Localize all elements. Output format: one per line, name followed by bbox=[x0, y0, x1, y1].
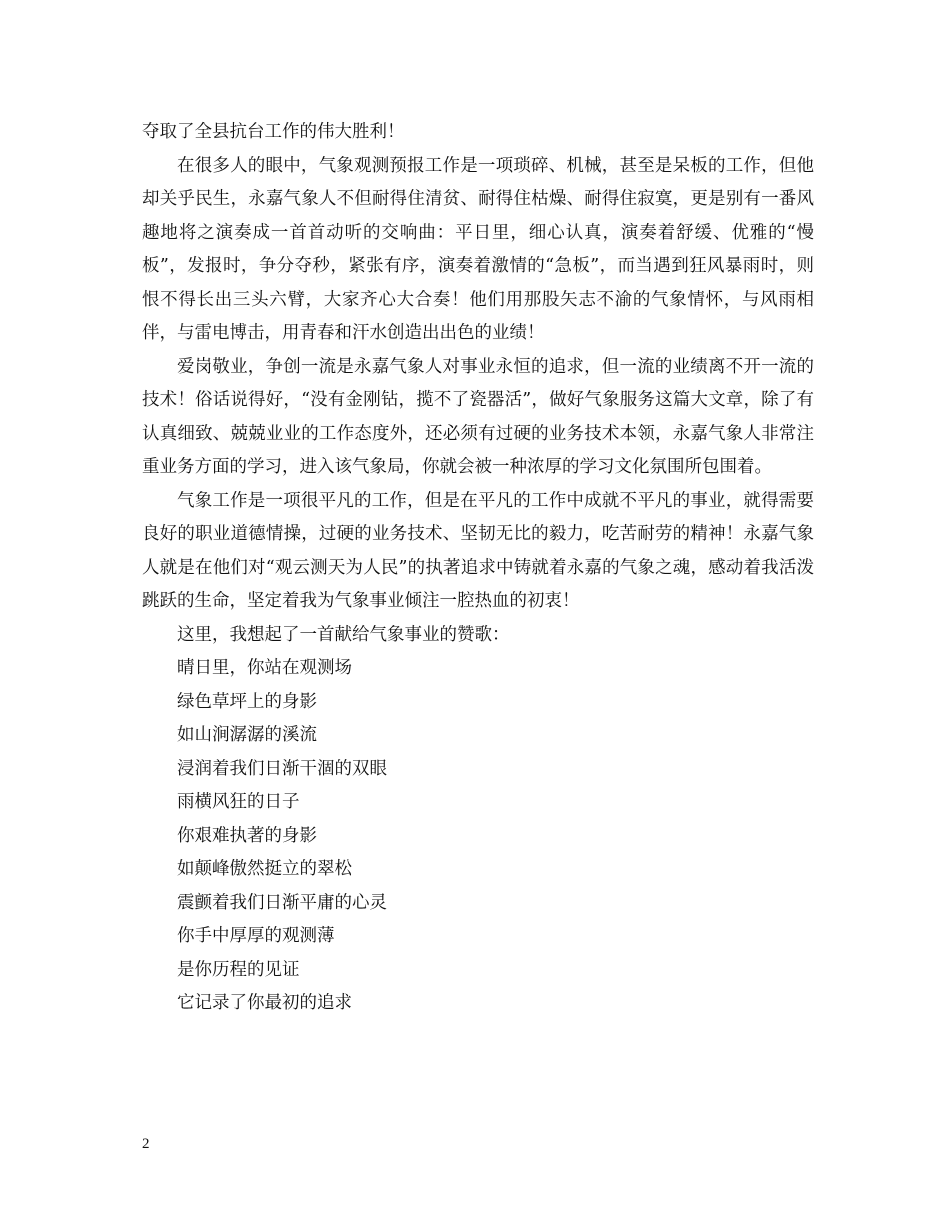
poem bbox=[142, 652, 814, 1021]
poem-line: 浸润着我们日渐干涸的双眼 bbox=[177, 758, 387, 779]
poem-line: 你手中厚厚的观测薄 bbox=[177, 926, 335, 946]
poem-line: 绿色草坪上的身影 bbox=[177, 691, 317, 712]
paragraph-1: 夺取了全县抗台工作的伟大胜利！ bbox=[142, 122, 405, 142]
poem-line: 晴日里，你站在观测场 bbox=[177, 658, 352, 678]
poem-line: 你艰难执著的身影 bbox=[177, 825, 317, 846]
poem-line: 是你历程的见证 bbox=[177, 959, 300, 980]
paragraph-5: 这里，我想起了一首献给气象事业的赞歌： bbox=[177, 624, 510, 645]
poem-line: 它记录了你最初的追求 bbox=[177, 993, 352, 1013]
document-body bbox=[142, 116, 814, 1021]
paragraph-3: 爱岗敬业，争创一流是永嘉气象人对事业永恒的追求，但一流的业绩离不开一流的技术！俗话说得好，“没有金刚钻，揽不了瓷器活”，做好气象服务这篇大文章，除了有认真细致、兢兢业业的工作态度外，还必须有过硬的业务技术本领，永嘉气象人非常注重业务方面的学习，进入该气象局，你就会被一种浓厚的学习文化氛围所包围着。 bbox=[142, 356, 814, 477]
poem-line: 震颤着我们日渐平庸的心灵 bbox=[177, 892, 387, 913]
poem-line: 如山涧潺潺的溪流 bbox=[177, 725, 317, 745]
page-number: 2 bbox=[142, 1136, 150, 1152]
paragraph-4: 气象工作是一项很平凡的工作，但是在平凡的工作中成就不平凡的事业，就得需要良好的职业道德情操，过硬的业务技术、坚韧无比的毅力，吃苦耐劳的精神！永嘉气象人就是在他们对“观云测天为人民”的执著追求中铸就着永嘉的气象之魂，感动着我活泼跳跃的生命，坚定着我为气象事业倾注一腔热血的初衷！ bbox=[142, 490, 814, 611]
poem-line: 雨横风狂的日子 bbox=[177, 792, 300, 812]
poem-line: 如颠峰傲然挺立的翠松 bbox=[177, 859, 352, 879]
paragraph-2: 在很多人的眼中，气象观测预报工作是一项琐碎、机械，甚至是呆板的工作，但他却关乎民生，永嘉气象人不但耐得住清贫、耐得住枯燥、耐得住寂寞，更是别有一番风趣地将之演奏成一首首动听的交响曲：平日里，细心认真，演奏着舒缓、优雅的“慢板”，发报时，争分夺秒，紧张有序，演奏着激情的“急板”，而当遇到狂风暴雨时，则恨不得长出三头六臂，大家齐心大合奏！他们用那股矢志不渝的气象情怀，与风雨相伴，与雷电博击，用青春和汗水创造出出色的业绩！ bbox=[142, 155, 814, 343]
